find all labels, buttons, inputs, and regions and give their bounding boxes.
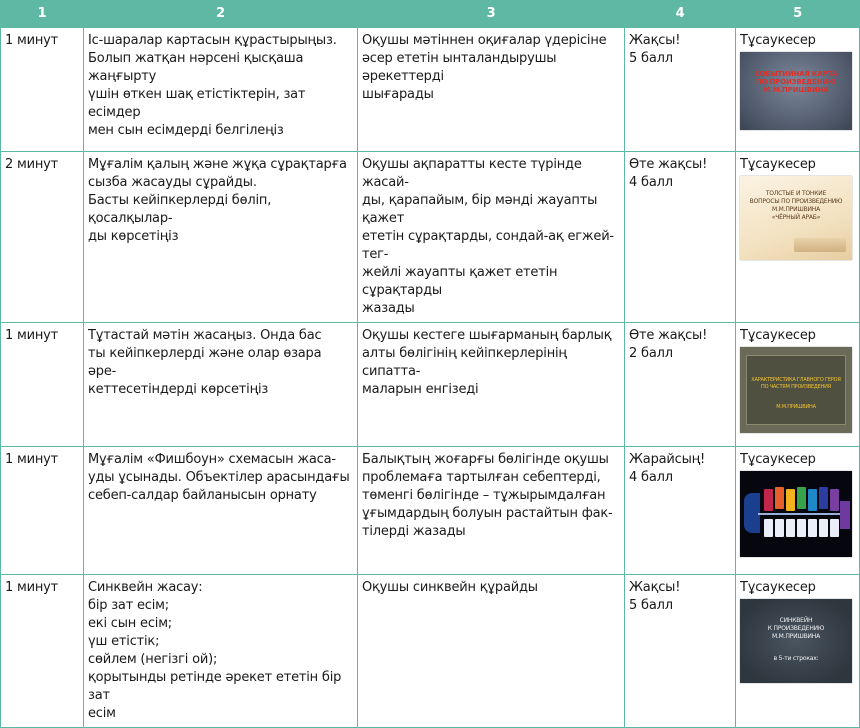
slide-title-line: ПО ПРОИЗВЕДЕНИЮ xyxy=(755,78,837,86)
fish-bone-upper xyxy=(797,487,806,509)
slide-subtitle: в 5-ти строках: xyxy=(773,655,819,662)
fish-bone-upper xyxy=(775,487,784,509)
fish-bone-upper xyxy=(830,489,839,511)
descriptor-cell xyxy=(358,447,625,575)
text-line: сызба жасауды сұрайды. xyxy=(88,175,257,190)
task-cell xyxy=(84,28,358,152)
text-line: проблемаға тартылған себептерді, xyxy=(362,470,601,485)
grade-points: 4 балл xyxy=(629,175,673,190)
text-line: ететін сұрақтарды, сондай-ақ егжей-тег- xyxy=(362,229,614,262)
resource-label: Тұсаукесер xyxy=(740,33,816,48)
book-illustration xyxy=(794,238,846,252)
resource-label: Тұсаукесер xyxy=(740,157,816,172)
text-line: Басты кейіпкерлерді бөліп, қосалқылар- xyxy=(88,193,272,226)
resource-label: Тұсаукесер xyxy=(740,328,816,343)
slide-title-line: «ЧЁРНЫЙ АРАБ» xyxy=(771,214,821,221)
text-line: бір зат есім; xyxy=(88,598,169,613)
text-line: үш етістік; xyxy=(88,634,160,649)
slide-title-line: СОБЫТИЙНАЯ КАРТА xyxy=(754,70,838,78)
time-cell: 1 минут xyxy=(1,323,84,447)
descriptor-cell xyxy=(358,152,625,323)
time-cell: 1 минут xyxy=(1,447,84,575)
grade-label: Жақсы! xyxy=(629,33,681,48)
fish-bone-upper xyxy=(819,487,828,509)
text-line: Болып жатқан нәрсені қысқаша жаңғырту xyxy=(88,51,304,84)
slide-title xyxy=(743,70,849,94)
time-cell: 1 минут xyxy=(1,575,84,728)
text-line: төменгі бөлігінде – тұжырымдалған xyxy=(362,488,606,503)
grade-cell xyxy=(625,575,736,728)
text-line: Тұтастай мәтін жасаңыз. Онда бас xyxy=(88,328,322,343)
text-line: әсер ететін ынталандырушы әрекеттерді xyxy=(362,51,557,84)
slide-thumbnail-event-map xyxy=(740,52,852,130)
header-col-3: 3 xyxy=(358,1,625,28)
header-col-2: 2 xyxy=(84,1,358,28)
task-cell xyxy=(84,575,358,728)
fish-bone-lower xyxy=(775,519,784,537)
slide-title-line: ТОЛСТЫЕ И ТОНКИЕ xyxy=(765,190,827,197)
task-cell xyxy=(84,447,358,575)
grade-points: 4 балл xyxy=(629,470,673,485)
table-row xyxy=(1,447,860,575)
grade-cell xyxy=(625,447,736,575)
header-col-4: 4 xyxy=(625,1,736,28)
table-row xyxy=(1,28,860,152)
resource-cell xyxy=(736,152,860,323)
text-line: екі сын есім; xyxy=(88,616,172,631)
text-line: қорытынды ретінде әрекет ететін бір зат xyxy=(88,670,342,703)
descriptor-cell xyxy=(358,28,625,152)
text-line: Балықтың жоғарғы бөлігінде оқушы xyxy=(362,452,609,467)
resource-cell xyxy=(736,28,860,152)
slide-title-line: М.М.ПРИШВИНА xyxy=(763,86,829,94)
slide-title-line: ВОПРОСЫ ПО ПРОИЗВЕДЕНИЮ xyxy=(749,198,843,205)
slide-title xyxy=(743,190,849,222)
text-line: ұғымдардың болуын растайтын фак- xyxy=(362,506,613,521)
slide-thumbnail-characteristics xyxy=(740,347,852,433)
fish-bone-upper xyxy=(808,489,817,511)
grade-points: 5 балл xyxy=(629,51,673,66)
grade-points: 2 балл xyxy=(629,346,673,361)
table-row xyxy=(1,575,860,728)
fish-bone-lower xyxy=(797,519,806,537)
text-line: Оқушы мәтіннен оқиғалар үдерісіне xyxy=(362,33,607,48)
header-row xyxy=(1,1,860,28)
text-line: шығарады xyxy=(362,87,434,102)
slide-title-line: М.М.ПРИШВИНА xyxy=(771,206,821,213)
fish-bone-upper xyxy=(764,489,773,511)
header-col-1: 1 xyxy=(1,1,84,28)
fish-bone-lower xyxy=(808,519,817,537)
text-line: маларын енгізеді xyxy=(362,382,479,397)
header-col-5: 5 xyxy=(736,1,860,28)
table-row xyxy=(1,152,860,323)
grade-label: Жақсы! xyxy=(629,580,681,595)
slide-author: М.М.ПРИШВИНА xyxy=(776,404,816,410)
grade-label: Өте жақсы! xyxy=(629,328,708,343)
text-line: Оқушы синквейн құрайды xyxy=(362,580,538,595)
slide-thumbnail-cinquain xyxy=(740,599,852,683)
slide-thumbnail-fishbone xyxy=(740,471,852,557)
text-line: жейлі жауапты қажет ететін сұрақтарды xyxy=(362,265,558,298)
slide-title-line: ХАРАКТЕРИСТИКА ГЛАВНОГО ГЕРОЯ xyxy=(751,377,841,383)
fish-tail xyxy=(840,501,850,529)
slide-title-line: М.М.ПРИШВИНА xyxy=(771,633,821,640)
text-line: Синквейн жасау: xyxy=(88,580,203,595)
resource-cell xyxy=(736,575,860,728)
time-cell: 2 минут xyxy=(1,152,84,323)
text-line: ды көрсетіңіз xyxy=(88,229,179,244)
resource-cell xyxy=(736,323,860,447)
fish-spine xyxy=(758,513,842,515)
fish-bone-lower xyxy=(764,519,773,537)
task-cell xyxy=(84,323,358,447)
text-line: уды ұсынады. Объектілер арасындағы xyxy=(88,470,350,485)
slide-title xyxy=(743,377,849,391)
time-cell: 1 минут xyxy=(1,28,84,152)
grade-points: 5 балл xyxy=(629,598,673,613)
slide-title-line: СИНКВЕЙН xyxy=(779,617,813,624)
text-line: мен сын есімдерді белгілеңіз xyxy=(88,123,284,138)
text-line: сөйлем (негізгі ой); xyxy=(88,652,218,667)
grade-cell xyxy=(625,323,736,447)
grade-cell xyxy=(625,152,736,323)
slide-title xyxy=(743,617,849,641)
table-row xyxy=(1,323,860,447)
task-cell xyxy=(84,152,358,323)
resource-label: Тұсаукесер xyxy=(740,580,816,595)
slide-thumbnail-questions xyxy=(740,176,852,260)
text-line: тілерді жазады xyxy=(362,524,466,539)
text-line: Оқушы кестеге шығарманың барлық xyxy=(362,328,612,343)
text-line: Мұғалім «Фишбоун» схемасын жаса- xyxy=(88,452,336,467)
fish-bone-lower xyxy=(819,519,828,537)
descriptor-cell xyxy=(358,575,625,728)
descriptor-cell xyxy=(358,323,625,447)
text-line: Іс-шаралар картасын құрастырыңыз. xyxy=(88,33,337,48)
slide-title-line: ПО ЧАСТЯМ ПРОИЗВЕДЕНИЯ xyxy=(761,384,831,390)
text-line: жазады xyxy=(362,301,415,316)
fish-bone-lower xyxy=(830,519,839,537)
grade-cell xyxy=(625,28,736,152)
grade-label: Жарайсың! xyxy=(629,452,706,467)
text-line: себеп-салдар байланысын орнату xyxy=(88,488,317,503)
text-line: кеттесетіндерді көрсетіңіз xyxy=(88,382,269,397)
slide-title-line: К ПРОИЗВЕДЕНИЮ xyxy=(767,625,825,632)
fish-bone-lower xyxy=(786,519,795,537)
text-line: Оқушы ақпаратты кесте түрінде жасай- xyxy=(362,157,582,190)
text-line: үшін өткен шақ етістіктерін, зат есімдер xyxy=(88,87,306,120)
resource-label: Тұсаукесер xyxy=(740,452,816,467)
resource-cell xyxy=(736,447,860,575)
text-line: ды, қарапайым, бір мәнді жауапты қажет xyxy=(362,193,598,226)
text-line: ты кейіпкерлерді және олар өзара әре- xyxy=(88,346,322,379)
grade-label: Өте жақсы! xyxy=(629,157,708,172)
text-line: Мұғалім қалың және жұқа сұрақтарға xyxy=(88,157,347,172)
fish-bone-upper xyxy=(786,489,795,511)
text-line: есім xyxy=(88,706,116,721)
text-line: алты бөлігінің кейіпкерлерінің сипатта- xyxy=(362,346,567,379)
